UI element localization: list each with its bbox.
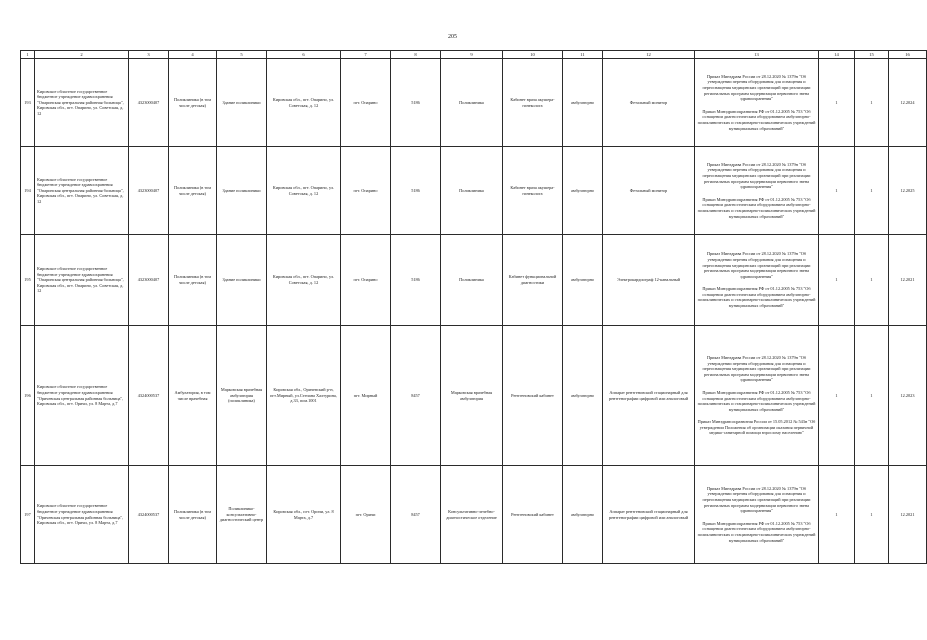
- address-cell: Кировская обл., Оричевский р-н, пгт.Мирный, ул.Степана Халтурина, д.33, пом.1001: [267, 326, 341, 466]
- mode-cell: амбулаторно: [563, 326, 603, 466]
- row-number: 193: [21, 59, 35, 147]
- column-header: 5: [217, 51, 267, 59]
- population-cell: 5186: [391, 147, 441, 235]
- row-number: 194: [21, 147, 35, 235]
- column-header: 1: [21, 51, 35, 59]
- quantity-cell: 1: [819, 466, 855, 564]
- address-cell: Кировская обл., пгт. Опарино, ул. Советская, д. 12: [267, 147, 341, 235]
- column-header: 11: [563, 51, 603, 59]
- regulation-cell: [695, 59, 819, 147]
- quantity-cell: 1: [819, 326, 855, 466]
- quantity-cell: 1: [855, 326, 889, 466]
- unit-cell: Поликлиника: [441, 59, 503, 147]
- mode-cell: амбулаторно: [563, 147, 603, 235]
- column-header: 2: [35, 51, 129, 59]
- quantity-cell: 1: [855, 235, 889, 326]
- column-header: 12: [603, 51, 695, 59]
- column-header: 4: [169, 51, 217, 59]
- column-header: 15: [855, 51, 889, 59]
- settlement-cell: пгт. Опарино: [341, 59, 391, 147]
- equipment-cell: Электрокардиограф 12-канальный: [603, 235, 695, 326]
- equipment-table: [20, 50, 927, 564]
- regulation-text: Приказ Минздравсоцразвития РФ от 01.12.2005 № 753 "Об оснащении диагностическим оборудованием амбулаторно-поликлинических и стационарно-поликлинических учреждений муниципальных образований": [697, 196, 816, 219]
- date-cell: 12.2023: [889, 326, 927, 466]
- settlement-cell: пгт. Опарино: [341, 235, 391, 326]
- quantity-cell: 1: [819, 147, 855, 235]
- column-header: 13: [695, 51, 819, 59]
- regulation-text: Приказ Минздравсоцразвития РФ от 01.12.2005 № 753 "Об оснащении диагностическим оборудованием амбулаторно-поликлинических и стационарно-поликлинических учреждений муниципальных образований": [697, 108, 816, 131]
- equipment-cell: Фетальный монитор: [603, 59, 695, 147]
- row-number: 196: [21, 326, 35, 466]
- date-cell: 12.2021: [889, 235, 927, 326]
- row-number: 197: [21, 466, 35, 564]
- facility-type-cell: Поликлиника (в том числе детская): [169, 466, 217, 564]
- mode-cell: амбулаторно: [563, 235, 603, 326]
- cabinet-cell: Рентгеновский кабинет: [503, 466, 563, 564]
- regulation-cell: [695, 147, 819, 235]
- organization-cell: Кировское областное государственное бюджетное учреждение здравоохранения "Оричевская центральная районная больница", Кировская обл., пгт. Оричи, ул. 8 Марта, д.7: [35, 326, 129, 466]
- building-cell: Здание поликлиники: [217, 59, 267, 147]
- regulation-text: Приказ Минздравсоцразвития РФ от 01.12.2005 № 753 "Об оснащении диагностическим оборудованием амбулаторно-поликлинических и стационарно-поликлинических учреждений муниципальных образований": [697, 286, 816, 309]
- regulation-text: Приказ Минздрава России от 28.12.2020 № 1379н "Об утверждении перечня оборудования для оснащения и переоснащения медицинских организаций при реализации региональных программ модернизации первичного звена здравоохранения": [702, 355, 811, 383]
- settlement-cell: пгт. Мирный: [341, 326, 391, 466]
- column-header: 8: [391, 51, 441, 59]
- settlement-cell: пгт. Опарино: [341, 147, 391, 235]
- organization-cell: Кировское областное государственное бюджетное учреждение здравоохранения "Оричевская центральная районная больница", Кировская обл., пгт. Оричи, ул. 8 Марта, д.7: [35, 466, 129, 564]
- regulation-text: Приказ Минздравсоцразвития РФ от 01.12.2005 № 753 "Об оснащении диагностическим оборудованием амбулаторно-поликлинических и стационарно-поликлинических учреждений муниципальных образований": [697, 389, 816, 412]
- mode-cell: амбулаторно: [563, 59, 603, 147]
- unit-cell: Консультативно-лечебно-диагностическое отделение: [441, 466, 503, 564]
- unit-cell: Поликлиника: [441, 147, 503, 235]
- cabinet-cell: Кабинет функциональной диагностики: [503, 235, 563, 326]
- equipment-cell: Аппарат рентгеновский стационарный для рентгенографии цифровой или аналоговый: [603, 326, 695, 466]
- regulation-cell: [695, 326, 819, 466]
- column-header: 7: [341, 51, 391, 59]
- regulation-text: Приказ Минздрава России от 28.12.2020 № 1379н "Об утверждении перечня оборудования для оснащения и переоснащения медицинских организаций при реализации региональных программ модернизации первичного звена здравоохранения": [702, 73, 811, 102]
- unit-cell: Марковская врачебная амбулатория: [441, 326, 503, 466]
- population-cell: 8457: [391, 466, 441, 564]
- facility-type-cell: Амбулатория, в том числе врачебная: [169, 326, 217, 466]
- organization-cell: Кировское областное государственное бюджетное учреждение здравоохранения "Опаринская центральная районная больница", Кировская обл., пгт. Опарино, ул. Советская, д. 12: [35, 59, 129, 147]
- equipment-cell: Фетальный монитор: [603, 147, 695, 235]
- cabinet-cell: Кабинет врача акушера-гинеколога: [503, 59, 563, 147]
- row-number: 195: [21, 235, 35, 326]
- quantity-cell: 1: [855, 466, 889, 564]
- column-header: 16: [889, 51, 927, 59]
- regulation-text: Приказ Минздрава России от 28.12.2020 № 1379н "Об утверждении перечня оборудования для оснащения и переоснащения медицинских организаций при реализации региональных программ модернизации первичного звена здравоохранения": [702, 485, 811, 514]
- regulation-text: Приказ Минздравсоцразвития РФ от 01.12.2005 № 753 "Об оснащении диагностическим оборудованием амбулаторно-поликлинических и стационарно-поликлинических учреждений муниципальных образований": [697, 520, 816, 543]
- inn-cell: 4323000407: [129, 235, 169, 326]
- date-cell: 12.2021: [889, 466, 927, 564]
- column-header: 3: [129, 51, 169, 59]
- table-row: [21, 326, 927, 466]
- cabinet-cell: Кабинет врача акушера-гинеколога: [503, 147, 563, 235]
- address-cell: Кировская обл., пгт. Опарино, ул. Советская, д. 12: [267, 235, 341, 326]
- facility-type-cell: Поликлиника (в том числе детская): [169, 235, 217, 326]
- date-cell: 12.2024: [889, 59, 927, 147]
- table-row: [21, 235, 927, 326]
- inn-cell: 4324000537: [129, 326, 169, 466]
- cabinet-cell: Рентгеновский кабинет: [503, 326, 563, 466]
- regulation-cell: [695, 466, 819, 564]
- quantity-cell: 1: [819, 59, 855, 147]
- quantity-cell: 1: [855, 147, 889, 235]
- mode-cell: амбулаторно: [563, 466, 603, 564]
- unit-cell: Поликлиника: [441, 235, 503, 326]
- population-cell: 8457: [391, 326, 441, 466]
- regulation-text: Приказ Минздравсоцразвития России от 15.05.2012 № 543н "Об утверждении Положения об организации оказания первичной медико-санитарной помощи взрослому населению": [697, 419, 816, 436]
- regulation-cell: [695, 235, 819, 326]
- equipment-cell: Аппарат рентгеновский стационарный для рентгенографии цифровой или аналоговый: [603, 466, 695, 564]
- column-header: 14: [819, 51, 855, 59]
- building-cell: Здание поликлиники: [217, 147, 267, 235]
- facility-type-cell: Поликлиника (в том числе детская): [169, 147, 217, 235]
- column-header: 9: [441, 51, 503, 59]
- regulation-text: Приказ Минздрава России от 28.12.2020 № 1379н "Об утверждении перечня оборудования для оснащения и переоснащения медицинских организаций при реализации региональных программ модернизации первичного звена здравоохранения": [702, 161, 811, 190]
- organization-cell: Кировское областное государственное бюджетное учреждение здравоохранения "Опаринская центральная районная больница", Кировская обл., пгт. Опарино, ул. Советская, д. 12: [35, 147, 129, 235]
- inn-cell: 4323000407: [129, 147, 169, 235]
- building-cell: Здание поликлиники: [217, 235, 267, 326]
- inn-cell: 4324000537: [129, 466, 169, 564]
- facility-type-cell: Поликлиника (в том числе детская): [169, 59, 217, 147]
- table-row: [21, 59, 927, 147]
- quantity-cell: 1: [855, 59, 889, 147]
- table-row: [21, 147, 927, 235]
- page-number: 205: [448, 34, 457, 40]
- date-cell: 12.2025: [889, 147, 927, 235]
- population-cell: 5186: [391, 59, 441, 147]
- address-cell: Кировская обл., пгт. Оричи, ул. 8 Марта, д.7: [267, 466, 341, 564]
- settlement-cell: пгт. Оричи: [341, 466, 391, 564]
- building-cell: Марковская врачебная амбулатория (поликлиника): [217, 326, 267, 466]
- organization-cell: Кировское областное государственное бюджетное учреждение здравоохранения "Опаринская центральная районная больница", Кировская обл., пгт. Опарино, ул. Советская, д. 12: [35, 235, 129, 326]
- regulation-text: Приказ Минздрава России от 28.12.2020 № 1379н "Об утверждении перечня оборудования для оснащения и переоснащения медицинских организаций при реализации региональных программ модернизации первичного звена здравоохранения": [702, 251, 811, 279]
- column-header: 6: [267, 51, 341, 59]
- inn-cell: 4323000407: [129, 59, 169, 147]
- population-cell: 5186: [391, 235, 441, 326]
- address-cell: Кировская обл., пгт. Опарино, ул. Советская, д. 12: [267, 59, 341, 147]
- column-header: 10: [503, 51, 563, 59]
- building-cell: Поликлинико-консультативно-диагностический центр: [217, 466, 267, 564]
- quantity-cell: 1: [819, 235, 855, 326]
- table-row: [21, 466, 927, 564]
- header-row: [21, 51, 927, 59]
